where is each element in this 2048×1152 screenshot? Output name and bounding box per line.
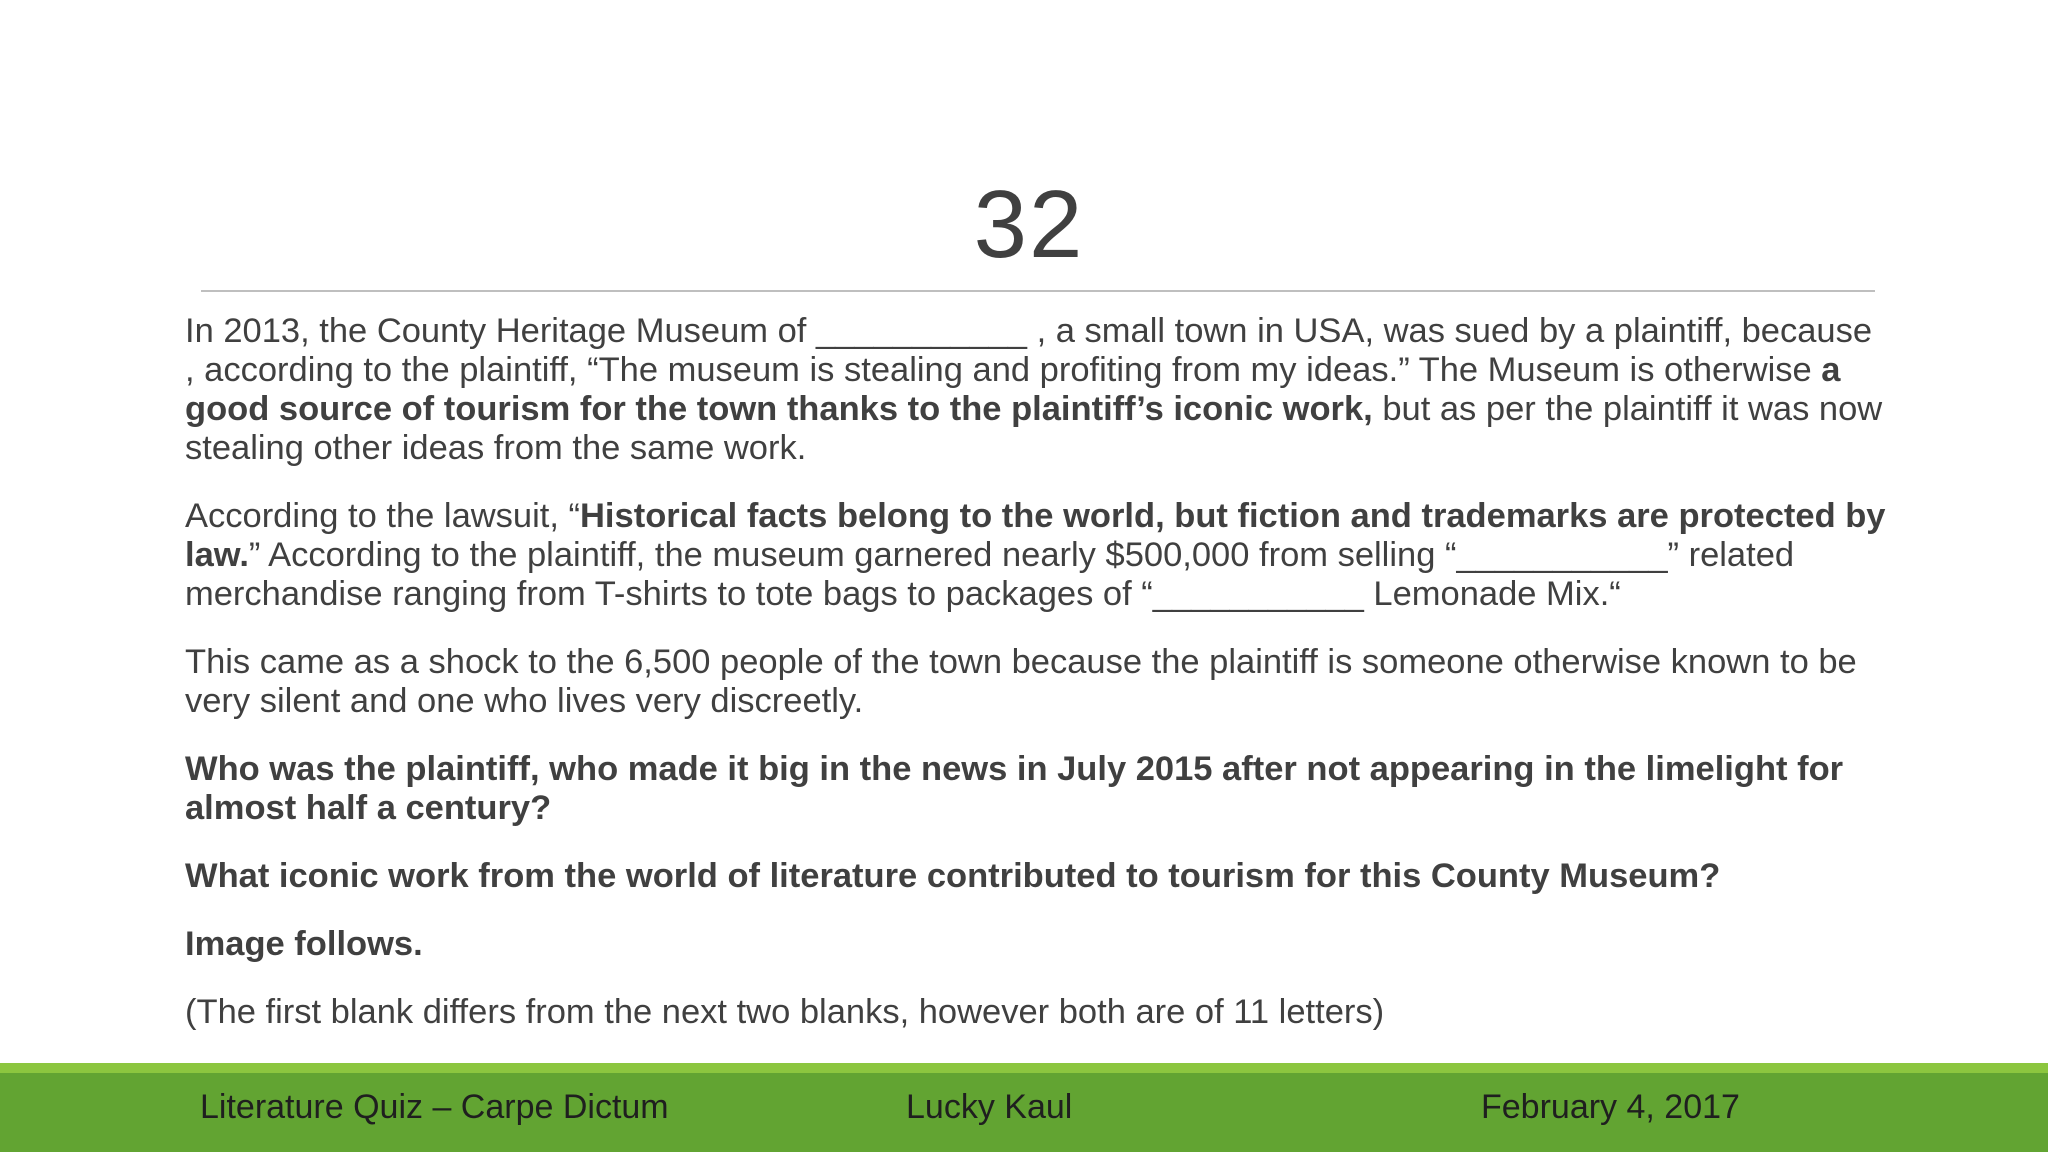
image-note-text: Image follows. — [185, 925, 423, 963]
paragraph-bold-text: Historical facts belong to the world, but fiction and trademarks are protected by law. — [185, 497, 1886, 574]
slide-title: 32 — [973, 171, 1085, 278]
blank-hint: (The first blank differs from the next two blanks, however both are of 11 letters) — [185, 993, 1385, 1031]
image-note — [185, 925, 1890, 964]
paragraph-lawsuit-quote — [185, 497, 1890, 614]
paragraph-text: In 2013, the County Heritage Museum of ___________ , a small town in USA, was sued by a plaintiff, because , according to the plaintiff, “The museum is stealing and profiting from my ideas.” The Museum is otherwise — [185, 312, 1873, 389]
paragraph-lawsuit-intro — [185, 312, 1890, 468]
paragraph-text: ” According to the plaintiff, the museum garnered nearly $500,000 from selling “___________” related merchandise ranging from T-shirts to tote bags to packages of “___________ Lemonade Mix.“ — [185, 536, 1795, 613]
question-plaintiff — [185, 750, 1890, 828]
question-text: Who was the plaintiff, who made it big in the news in July 2015 after not appearing in the limelight for almost half a century? — [185, 750, 1844, 827]
footer-accent-strip — [0, 1063, 2048, 1073]
paragraph-bold-text: a good source of tourism for the town thanks to the plaintiff’s iconic work, — [185, 351, 1841, 428]
paragraph-text: but as per the plaintiff it was now stealing other ideas from the same work. — [185, 390, 1883, 467]
question-iconic-work — [185, 857, 1890, 896]
paragraph-text: According to the lawsuit, “ — [185, 497, 581, 535]
slide-body — [185, 312, 1890, 1061]
footer-quiz-name: Literature Quiz – Carpe Dictum — [200, 1088, 669, 1126]
question-text: What iconic work from the world of literature contributed to tourism for this County Museum? — [185, 857, 1721, 895]
paragraph-town-shock: This came as a shock to the 6,500 people of the town because the plaintiff is someone otherwise known to be very silent and one who lives very discreetly. — [185, 643, 1857, 720]
title-divider — [201, 290, 1875, 292]
footer-date: February 4, 2017 — [1481, 1088, 1740, 1126]
footer-author: Lucky Kaul — [906, 1088, 1073, 1126]
